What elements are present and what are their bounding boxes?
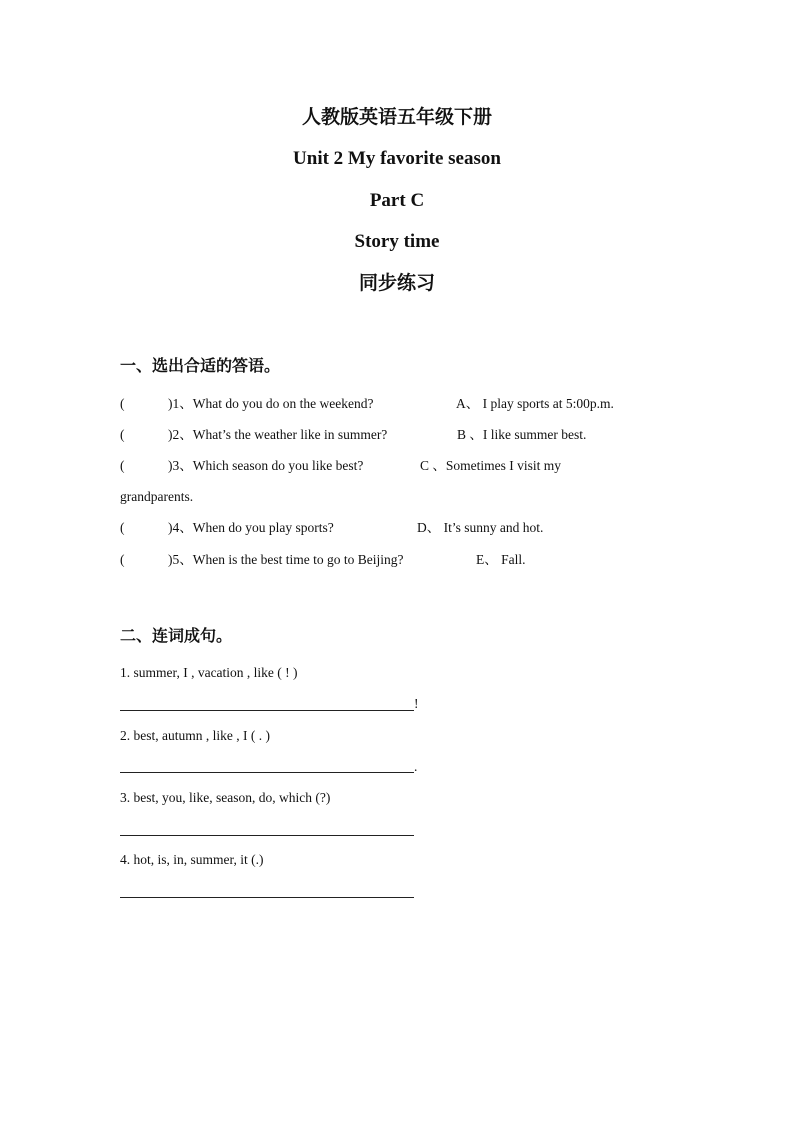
unit-title: Unit 2 My favorite season	[293, 148, 501, 169]
answer-line[interactable]	[120, 772, 414, 773]
story-title: Story time	[354, 231, 440, 252]
answer-option: A、 I play sports at 5:00p.m.	[456, 396, 614, 411]
part-title: Part C	[369, 190, 425, 211]
answer-option: B 、I like summer best.	[457, 427, 587, 442]
answer-option: D、 It’s sunny and hot.	[417, 520, 544, 535]
section-2-heading: 二、连词成句。	[120, 628, 233, 645]
section-1-heading: 一、选出合适的答语。	[120, 358, 281, 375]
question-text: )2、What’s the weather like in summer?	[168, 427, 388, 442]
question-text: )4、When do you play sports?	[168, 520, 334, 535]
sentence-prompt: 1. summer, I , vacation , like ( ! )	[120, 665, 298, 680]
answer-option: E、 Fall.	[476, 552, 526, 567]
open-paren: (	[120, 427, 125, 442]
question-text: )3、Which season do you like best?	[168, 458, 364, 473]
answer-option: C 、Sometimes I visit my	[420, 458, 562, 473]
question-text: )5、When is the best time to go to Beijing?	[168, 552, 404, 567]
open-paren: (	[120, 396, 125, 411]
open-paren: (	[120, 458, 125, 473]
question-text: )1、What do you do on the weekend?	[168, 396, 374, 411]
sentence-prompt: 2. best, autumn , like , I ( . )	[120, 728, 270, 743]
title-chinese: 人教版英语五年级下册	[301, 107, 492, 128]
answer-continuation: grandparents.	[120, 489, 194, 504]
answer-line[interactable]	[120, 835, 414, 836]
line-end-punctuation: !	[414, 696, 419, 711]
practice-title: 同步练习	[358, 273, 435, 294]
sentence-prompt: 4. hot, is, in, summer, it (.)	[120, 852, 264, 867]
open-paren: (	[120, 552, 125, 567]
open-paren: (	[120, 520, 125, 535]
answer-line[interactable]	[120, 710, 414, 711]
line-end-punctuation: .	[414, 759, 418, 774]
answer-line[interactable]	[120, 897, 414, 898]
sentence-prompt: 3. best, you, like, season, do, which (?)	[120, 790, 331, 805]
